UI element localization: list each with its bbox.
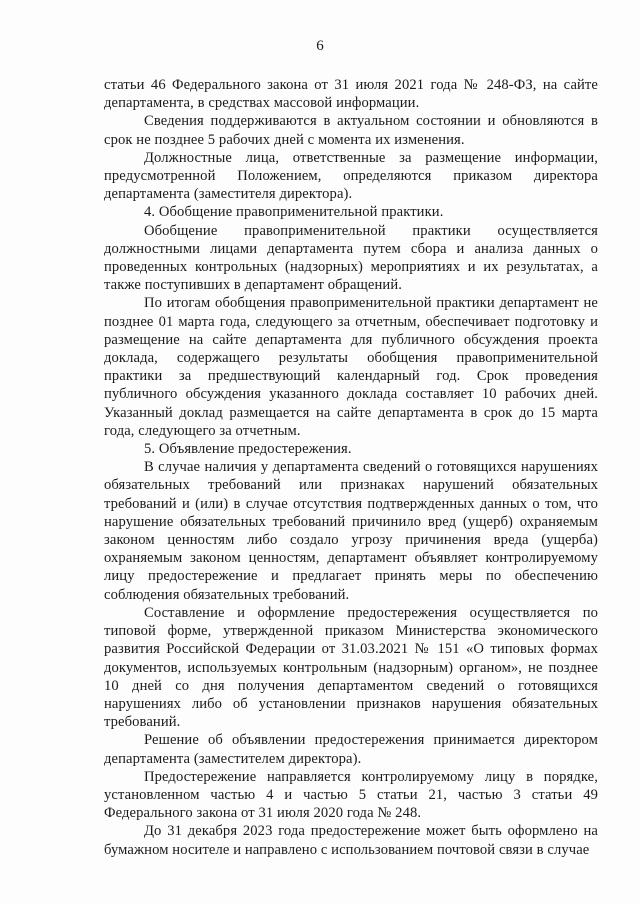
paragraph: В случае наличия у департамента сведений о готовящихся нарушениях обязательных требований или признаках нарушений обязательных требований и (или) в случае отсутствия подтвержденных данных о том, что нарушение обязательных требований причинило вред (ущерб) охраняемым законом ценностям либо создало угрозу причинения вреда (ущерба) охраняемым законом ценностям, департамент объявляет контролируемому лицу предостережение и предлагает принять меры по обеспечению соблюдения обязательных требований.: [104, 459, 598, 603]
paragraph: Должностные лица, ответственные за размещение информации, предусмотренной Положением, определяются приказом директора департамента (заместителя директора).: [104, 149, 598, 203]
paragraph: Составление и оформление предостережения осуществляется по типовой форме, утвержденной приказом Министерства экономического развития Российской Федерации от 31.03.2021 № 151 «О типовых формах документов, используемых контрольным (надзорным) органом», не позднее 10 дней со дня получения департаментом сведений о готовящихся нарушениях либо об установлении признаков нарушения обязательных требований.: [104, 604, 598, 731]
paragraph: Сведения поддерживаются в актуальном состоянии и обновляются в срок не позднее 5 рабочих дней с момента их изменения.: [104, 113, 598, 148]
paragraph: Предостережение направляется контролируемому лицу в порядке, установленном частью 4 и частью 5 статьи 21, частью 3 статьи 49 Федерального закона от 31 июля 2020 года № 248.: [104, 768, 598, 822]
section-heading: 4. Обобщение правоприменительной практики.: [144, 204, 444, 221]
paragraph: До 31 декабря 2023 года предостережение может быть оформлено на бумажном носителе и направлено с использованием почтовой связи в случае: [104, 823, 598, 858]
page-number: 6: [316, 38, 324, 54]
paragraph: статьи 46 Федерального закона от 31 июля 2021 года № 248-ФЗ, на сайте департамента, в средствах массовой информации.: [104, 77, 598, 112]
document-body: [104, 76, 598, 859]
paragraph: По итогам обобщения правоприменительной практики департамент не позднее 01 марта года, следующего за отчетным, обеспечивает подготовку и размещение на сайте департамента для публичного обсуждения проекта доклада, содержащего результаты обобщения правоприменительной практики за предшествующий календарный год. Срок проведения публичного обсуждения указанного доклада составляет 10 рабочих дней. Указанный доклад размещается на сайте департамента в срок до 15 марта года, следующего за отчетным.: [104, 295, 598, 439]
paragraph: Решение об объявлении предостережения принимается директором департамента (заместителем директора).: [104, 732, 598, 767]
section-heading: 5. Объявление предостережения.: [144, 441, 352, 458]
paragraph: Обобщение правоприменительной практики осуществляется должностными лицами департамента путем сбора и анализа данных о проведенных контрольных (надзорных) мероприятиях и их результатах, а также поступивших в департамент обращений.: [104, 222, 598, 294]
